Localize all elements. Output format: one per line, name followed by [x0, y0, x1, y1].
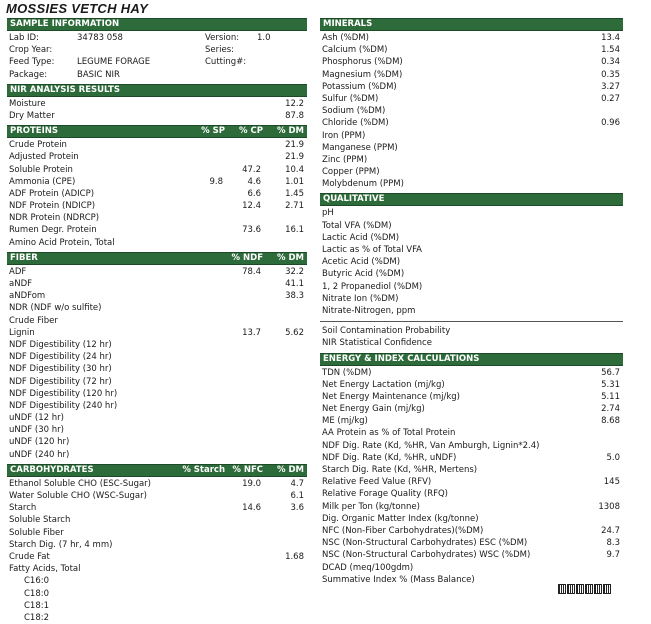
table-row	[320, 525, 623, 537]
sample-row	[7, 44, 307, 56]
row-label: Crude Protein	[9, 140, 67, 151]
row-label: Rumen Degr. Protein	[9, 225, 97, 236]
sample-value: 34783 058	[77, 33, 123, 43]
table-row	[320, 293, 623, 305]
table-row	[320, 142, 623, 154]
table-row	[7, 363, 307, 375]
row-label: C18:2	[24, 612, 50, 623]
row-label: Milk per Ton (kg/tonne)	[322, 501, 420, 512]
row-label: Sodium (%DM)	[322, 106, 386, 117]
value: 1308	[598, 501, 620, 512]
value-dm: 2.71	[285, 201, 304, 212]
table-row	[7, 237, 307, 249]
row-label: C18:0	[24, 588, 50, 599]
sample-info-section	[7, 32, 307, 81]
minerals-section	[320, 32, 623, 190]
row-label: Starch Dig. (7 hr, 4 mm)	[9, 539, 113, 550]
row-label: Calcium (%DM)	[322, 45, 388, 56]
value-sp: 9.8	[209, 176, 223, 187]
row-label: Net Energy Maintenance (mj/kg)	[322, 391, 460, 402]
value-cp: 47.2	[242, 164, 261, 175]
row-label: Water Soluble CHO (WSC-Sugar)	[9, 491, 147, 501]
carbs-title: CARBOHYDRATES	[10, 464, 94, 475]
row-label: Molybdenum (PPM)	[322, 179, 404, 190]
sample-value: BASIC NIR	[77, 69, 120, 80]
carbs-header	[7, 464, 307, 477]
table-row	[7, 339, 307, 351]
report-title: MOSSIES VETCH HAY	[6, 1, 149, 16]
row-label: C18:1	[24, 600, 50, 611]
row-label: Magnesium (%DM)	[322, 69, 403, 80]
table-row	[7, 600, 307, 612]
energy-header: ENERGY & INDEX CALCULATIONS	[320, 353, 623, 366]
table-row	[320, 81, 623, 93]
table-row	[320, 476, 623, 488]
table-row	[320, 537, 623, 549]
value-nfc: 14.6	[242, 503, 261, 514]
table-row	[7, 188, 307, 200]
table-row	[7, 612, 307, 624]
fiber-header	[7, 252, 307, 265]
value-dm: 1.01	[285, 176, 304, 187]
table-row	[7, 502, 307, 514]
value-dm: 5.62	[285, 327, 304, 338]
row-label: Dry Matter	[9, 110, 55, 121]
value-dm: 12.2	[285, 98, 304, 109]
row-label: Relative Feed Value (RFV)	[322, 477, 432, 488]
table-row	[7, 176, 307, 188]
row-label: Amino Acid Protein, Total	[9, 237, 115, 248]
table-row	[320, 464, 623, 476]
row-label: ME (mj/kg)	[322, 416, 368, 427]
table-row	[320, 427, 623, 439]
confidence-section	[320, 325, 623, 349]
row-label: Total VFA (%DM)	[322, 220, 392, 231]
table-row	[7, 302, 307, 314]
value: 13.4	[601, 33, 620, 43]
table-row	[320, 379, 623, 391]
row-label: NDF Dig. Rate (Kd, %HR, Van Amburgh, Lignin*2.4)	[322, 440, 540, 451]
table-row	[320, 32, 623, 44]
value-cp: 12.4	[242, 201, 261, 212]
divider	[320, 321, 623, 322]
row-label: Crude Fat	[9, 551, 50, 562]
sample-label: Series:	[205, 45, 235, 56]
table-row	[7, 514, 307, 526]
nir-section	[7, 98, 307, 122]
row-label: Soil Contamination Probability	[322, 326, 451, 337]
table-row	[320, 256, 623, 268]
row-label: Ethanol Soluble CHO (ESC-Sugar)	[9, 478, 151, 489]
value-dm: 87.8	[285, 110, 304, 121]
sample-value: LEGUME FORAGE	[77, 57, 151, 68]
value: 0.34	[601, 57, 620, 68]
table-row	[7, 436, 307, 448]
row-label: Lactic Acid (%DM)	[322, 232, 400, 243]
row-label: Zinc (PPM)	[322, 154, 368, 165]
sample-row	[7, 56, 307, 68]
table-row	[7, 266, 307, 278]
row-label: NDF Digestibility (12 hr)	[9, 339, 112, 350]
table-row	[7, 478, 307, 490]
row-label: ADF	[9, 266, 27, 277]
sample-row	[7, 69, 307, 81]
table-row	[320, 232, 623, 244]
sample-label: Cutting#:	[205, 57, 247, 68]
row-label: Relative Forage Quality (RFQ)	[322, 489, 448, 500]
fiber-title: FIBER	[10, 252, 38, 263]
row-label: Soluble Fiber	[9, 527, 64, 538]
table-row	[7, 290, 307, 302]
value: 9.7	[606, 550, 620, 561]
col-header-ndf: % NDF	[231, 252, 263, 263]
row-label: Soluble Starch	[9, 515, 71, 526]
table-row	[7, 200, 307, 212]
table-row	[320, 501, 623, 513]
table-row	[7, 376, 307, 388]
table-row	[320, 488, 623, 500]
row-label: NDR Protein (NDRCP)	[9, 213, 100, 224]
table-row	[7, 110, 307, 122]
table-row	[7, 400, 307, 412]
table-row	[320, 440, 623, 452]
row-label: Nitrate-Nitrogen, ppm	[322, 305, 416, 316]
value-dm: 32.2	[285, 266, 304, 277]
value-dm: 10.4	[285, 164, 304, 175]
table-row	[320, 178, 623, 190]
row-label: Butyric Acid (%DM)	[322, 269, 405, 280]
row-label: uNDF (240 hr)	[9, 449, 70, 460]
carbs-section	[7, 478, 307, 624]
row-label: Acetic Acid (%DM)	[322, 257, 401, 268]
row-label: NDF Digestibility (72 hr)	[9, 376, 112, 387]
row-label: NFC (Non-Fiber Carbohydrates)(%DM)	[322, 525, 484, 536]
value-dm: 1.68	[285, 551, 304, 562]
row-label: NDF Protein (NDICP)	[9, 201, 96, 212]
table-row	[7, 412, 307, 424]
sample-label: Crop Year:	[9, 45, 53, 56]
table-row	[320, 207, 623, 219]
fiber-section	[7, 266, 307, 461]
table-row	[320, 44, 623, 56]
value-cp: 4.6	[247, 176, 261, 187]
table-row	[320, 391, 623, 403]
col-header-cp: % CP	[239, 126, 263, 137]
value-nfc: 19.0	[242, 478, 261, 489]
value: 145	[603, 477, 620, 488]
table-row	[7, 563, 307, 575]
table-row	[320, 367, 623, 379]
value: 0.27	[601, 93, 620, 104]
row-label: Copper (PPM)	[322, 167, 380, 178]
value: 5.0	[606, 452, 620, 463]
row-label: Crude Fiber	[9, 315, 58, 326]
value-ndf: 13.7	[242, 327, 261, 338]
proteins-header	[7, 125, 307, 138]
row-label: Fatty Acids, Total	[9, 564, 81, 575]
value-dm: 38.3	[285, 291, 304, 302]
table-row	[320, 513, 623, 525]
table-row	[320, 93, 623, 105]
table-row	[320, 69, 623, 81]
row-label: Ammonia (CPE)	[9, 176, 76, 187]
table-row	[320, 281, 623, 293]
table-row	[7, 449, 307, 461]
value: 8.3	[606, 538, 620, 549]
table-row	[320, 154, 623, 166]
value: 8.68	[601, 416, 620, 427]
value: 1.54	[601, 45, 620, 56]
col-header-nfc: % NFC	[232, 464, 263, 475]
col-header-dm: % DM	[277, 126, 304, 137]
row-label: NDR (NDF w/o sulfite)	[9, 303, 102, 314]
row-label: NDF Digestibility (120 hr)	[9, 388, 118, 399]
row-label: Phosphorus (%DM)	[322, 57, 403, 68]
row-label: Moisture	[9, 98, 46, 109]
left-column	[7, 18, 307, 624]
table-row	[7, 588, 307, 600]
table-row	[320, 105, 623, 117]
row-label: Iron (PPM)	[322, 130, 366, 141]
table-row	[7, 424, 307, 436]
col-header-dm: % DM	[277, 464, 304, 475]
table-row	[320, 166, 623, 178]
table-row	[7, 490, 307, 502]
row-label: DCAD (meq/100gdm)	[322, 562, 414, 573]
value: 0.35	[601, 69, 620, 80]
value: 2.74	[601, 404, 620, 415]
row-label: uNDF (120 hr)	[9, 437, 70, 448]
table-row	[7, 388, 307, 400]
value: 3.27	[601, 81, 620, 92]
table-row	[7, 551, 307, 563]
sample-label: Version:	[205, 33, 240, 43]
table-row	[7, 151, 307, 163]
table-row	[320, 549, 623, 561]
row-label: Net Energy Lactation (mj/kg)	[322, 379, 445, 390]
row-label: Summative Index % (Mass Balance)	[322, 574, 475, 585]
table-row	[7, 164, 307, 176]
row-label: NDF Digestibility (240 hr)	[9, 400, 118, 411]
right-column	[320, 18, 623, 586]
nir-header: NIR ANALYSIS RESULTS	[7, 84, 307, 97]
table-row	[320, 268, 623, 280]
table-row	[7, 212, 307, 224]
value-dm: 3.6	[290, 503, 304, 514]
value-ndf: 78.4	[242, 266, 261, 277]
col-header-dm: % DM	[277, 252, 304, 263]
table-row	[320, 452, 623, 464]
table-row	[7, 224, 307, 236]
sample-info-header: SAMPLE INFORMATION	[7, 18, 307, 31]
proteins-section	[7, 139, 307, 249]
row-label: Soluble Protein	[9, 164, 73, 175]
value: 56.7	[601, 367, 620, 378]
value-cp: 6.6	[247, 188, 261, 199]
value: 5.11	[601, 391, 620, 402]
sample-value: 1.0	[257, 33, 271, 43]
energy-section	[320, 367, 623, 586]
row-label: Starch	[9, 503, 37, 514]
row-label: Potassium (%DM)	[322, 81, 397, 92]
value: 0.96	[601, 118, 620, 129]
value-dm: 41.1	[285, 279, 304, 289]
value-cp: 73.6	[242, 225, 261, 236]
value: 24.7	[601, 525, 620, 536]
row-label: Nitrate Ion (%DM)	[322, 293, 399, 304]
row-label: Starch Dig. Rate (Kd, %HR, Mertens)	[322, 465, 478, 475]
table-row	[320, 415, 623, 427]
value-dm: 1.45	[285, 188, 304, 199]
row-label: AA Protein as % of Total Protein	[322, 428, 456, 439]
row-label: NSC (Non-Structural Carbohydrates) ESC (%DM)	[322, 538, 528, 549]
table-row	[320, 117, 623, 129]
proteins-title: PROTEINS	[10, 126, 59, 137]
row-label: Lignin	[9, 327, 35, 338]
value-dm: 16.1	[285, 225, 304, 236]
sample-row	[7, 32, 307, 44]
row-label: Adjusted Protein	[9, 152, 79, 163]
row-label: Sulfur (%DM)	[322, 93, 379, 104]
row-label: Ash (%DM)	[322, 33, 369, 43]
table-row	[7, 139, 307, 151]
table-row	[7, 539, 307, 551]
table-row	[7, 351, 307, 363]
table-row	[320, 337, 623, 349]
row-label: Lactic as % of Total VFA	[322, 245, 422, 255]
row-label: uNDF (12 hr)	[9, 413, 64, 424]
sample-label: Package:	[9, 69, 48, 80]
value-dm: 6.1	[290, 491, 304, 501]
value: 5.31	[601, 379, 620, 390]
table-row	[320, 325, 623, 337]
row-label: aNDFom	[9, 291, 46, 302]
table-row	[7, 575, 307, 587]
row-label: pH	[322, 208, 334, 219]
row-label: Manganese (PPM)	[322, 142, 398, 153]
qualitative-header: QUALITATIVE	[320, 193, 623, 206]
sample-label: Feed Type:	[9, 57, 55, 68]
row-label: C16:0	[24, 576, 50, 587]
row-label: NIR Statistical Confidence	[322, 338, 432, 349]
sample-label: Lab ID:	[9, 33, 39, 43]
table-row	[320, 56, 623, 68]
table-row	[7, 278, 307, 290]
row-label: NDF Digestibility (24 hr)	[9, 352, 112, 363]
row-label: 1, 2 Propanediol (%DM)	[322, 281, 423, 292]
row-label: aNDF	[9, 279, 33, 289]
table-row	[320, 305, 623, 317]
col-header-sp: % SP	[201, 126, 225, 137]
qualitative-section	[320, 207, 623, 317]
table-row	[7, 327, 307, 339]
row-label: uNDF (30 hr)	[9, 425, 64, 436]
table-row	[320, 130, 623, 142]
table-row	[320, 220, 623, 232]
row-label: ADF Protein (ADICP)	[9, 188, 95, 199]
value-dm: 21.9	[285, 140, 304, 151]
row-label: Dig. Organic Matter Index (kg/tonne)	[322, 513, 479, 524]
table-row	[320, 562, 623, 574]
row-label: TDN (%DM)	[322, 367, 372, 378]
table-row	[7, 315, 307, 327]
row-label: Chloride (%DM)	[322, 118, 389, 129]
row-label: NDF Dig. Rate (Kd, %HR, uNDF)	[322, 452, 457, 463]
table-row	[7, 98, 307, 110]
row-label: NDF Digestibility (30 hr)	[9, 364, 112, 375]
row-label: Net Energy Gain (mj/kg)	[322, 404, 425, 415]
value-dm: 4.7	[290, 478, 304, 489]
footer-logo	[558, 584, 611, 594]
table-row	[320, 403, 623, 415]
table-row	[320, 244, 623, 256]
row-label: NSC (Non-Structural Carbohydrates) WSC (%DM)	[322, 550, 531, 561]
minerals-header: MINERALS	[320, 18, 623, 31]
col-header-starch: % Starch	[182, 464, 225, 475]
table-row	[7, 527, 307, 539]
value-dm: 21.9	[285, 152, 304, 163]
